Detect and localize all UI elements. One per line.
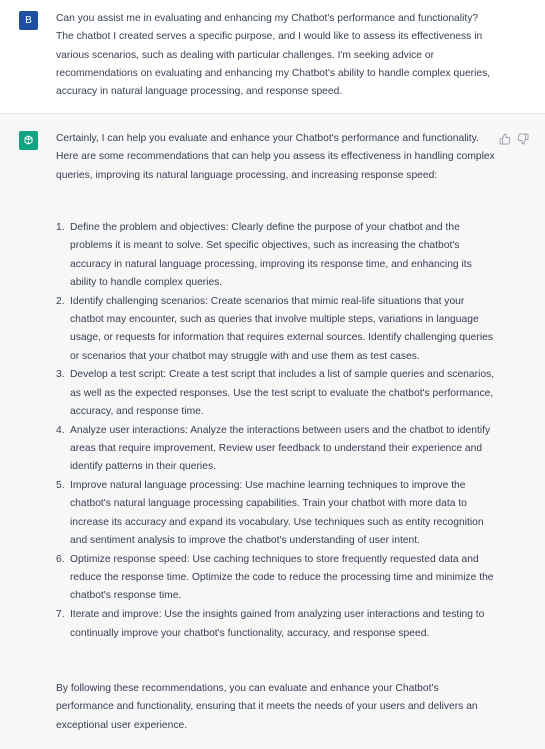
thumbs-down-icon[interactable] [517,133,529,145]
list-item-text: Iterate and improve: Use the insights gained from analyzing user interactions and testing to continually improve your chatbot's functionality, accuracy, and response speed. [70,609,485,639]
thumbs-up-icon[interactable] [499,133,511,145]
list-item [56,477,496,550]
user-message-text: Can you assist me in evaluating and enhancing my Chatbot's performance and functionality? The chatbot I created serves a specific purpose, and I would like to assess its effectiveness in various scenarios, such as dealing with particular challenges. I'm seeking advice or recommendations on evaluating and enhancing my Chatbot's ability to handle complex queries, accuracy in natural language processing, and response speed. [56,13,491,98]
list-item-text: Define the problem and objectives: Clearly define the purpose of your chatbot and the problems it is meant to solve. Set specific objectives, such as increasing the chatbot's accuracy in natural language processing, improving its response time, and enhancing its ability to handle complex queries. [70,222,472,288]
user-message-block [0,0,545,114]
list-item [56,293,496,366]
list-item [56,606,496,643]
user-avatar: B [19,11,38,30]
list-item-text: Improve natural language processing: Use machine learning techniques to improve the chatbot's natural language processing capabilities. Train your chatbot with more data to increase its accuracy and expand its vocabulary. Use techniques such as entity recognition and sentiment analysis to improve the chatbot's understanding of user intent. [70,480,484,547]
recommendations-list [56,219,496,643]
list-item-number: 2. [56,295,65,307]
list-item-number: 4. [56,424,65,436]
assistant-intro-text: Certainly, I can help you evaluate and enhance your Chatbot's performance and functionality. Here are some recommendations that can help you assess its effectiveness in handling complex queries, improving its natural language processing, and increasing response speed: [56,133,495,181]
list-item-number: 1. [56,222,65,233]
list-item-text: Optimize response speed: Use caching techniques to store frequently requested data and reduce the response time. Optimize the code to reduce the processing time and minimize the chatbot's response time. [70,553,494,602]
assistant-outro-text: By following these recommendations, you can evaluate and enhance your Chatbot's performance and functionality, ensuring that it meets the needs of your users and delivers an exceptional user experience. [56,683,478,731]
list-item-text: Develop a test script: Create a test script that includes a list of sample queries and scenarios, as well as the expected responses. Use the test script to evaluate the chatbot's performance, accuracy, and response time. [70,369,495,417]
list-item [56,366,496,421]
list-item [56,551,496,606]
list-item-text: Analyze user interactions: Analyze the interactions between users and the chatbot to identify areas that require improvement. Review user feedback to understand their experience and identify patterns in their queries. [70,424,491,473]
openai-logo-icon [19,131,38,150]
list-item-number: 3. [56,369,65,381]
list-item [56,219,496,292]
list-item-number: 7. [56,609,65,621]
list-item-text: Identify challenging scenarios: Create scenarios that mimic real-life situations that your chatbot may encounter, such as queries that involve multiple steps, variations in language usage, or requests for information that requires external sources. Identify challenging queries or scenarios that your chatbot may struggle with and use them as test cases. [70,295,493,362]
list-item-number: 5. [56,480,65,492]
list-item [56,422,496,477]
list-item-number: 6. [56,553,65,565]
feedback-buttons [499,133,529,145]
